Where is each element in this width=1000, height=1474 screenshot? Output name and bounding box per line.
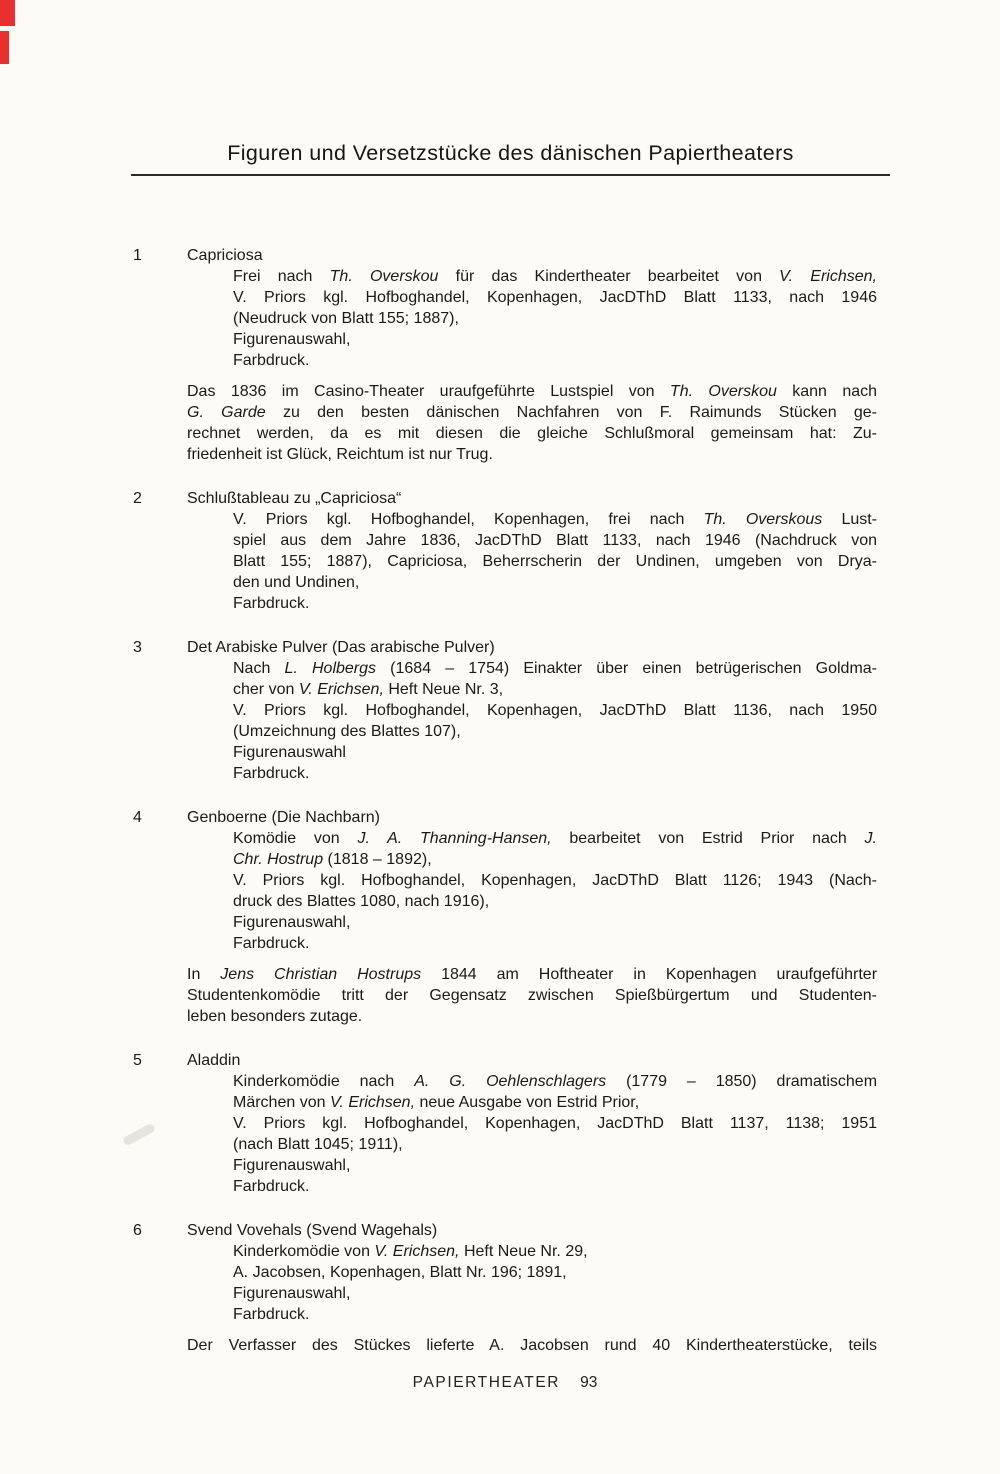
text-run: V. Priors kgl. Hofboghandel, Kopenhagen, JacDThD Blatt 1137, 1138; 1951 <box>233 1115 877 1132</box>
detail-line <box>233 763 877 784</box>
detail-line <box>233 329 877 350</box>
text-run: V. Priors kgl. Hofboghandel, Kopenhagen, JacDThD Blatt 1126; 1943 (Nach- <box>233 872 877 889</box>
text-run: Kinderkomödie von <box>233 1243 375 1260</box>
note-line <box>187 1335 877 1356</box>
entry-heading: Det Arabiske Pulver (Das arabische Pulver) <box>187 639 495 656</box>
detail-line <box>233 350 877 371</box>
text-run: rechnet werden, da es mit diesen die gleiche Schlußmoral gemeinsam hat: Zu- <box>187 425 877 442</box>
entry-number: 3 <box>133 639 142 656</box>
text-run: zu den besten dänischen Nachfahren von F. Raimunds Stücken ge- <box>265 404 877 421</box>
catalog-entry <box>133 488 877 614</box>
entry-details <box>233 509 877 614</box>
text-run: (1818 – 1892), <box>323 851 432 868</box>
detail-line <box>233 1241 877 1262</box>
text-run: Farbdruck. <box>233 1306 310 1323</box>
catalog-entry <box>133 245 877 465</box>
page-footer <box>133 1374 877 1392</box>
entry-heading: Schlußtableau zu „Capriciosa“ <box>187 490 402 507</box>
text-run: Lust- <box>822 511 878 528</box>
text-run: Figurenauswahl, <box>233 1157 351 1174</box>
italic-text: Th. Overskou <box>669 383 777 400</box>
text-run: für das Kindertheater bearbeitet von <box>438 268 780 285</box>
text-run: V. Priors kgl. Hofboghandel, Kopenhagen, frei nach <box>233 511 704 528</box>
italic-text: L. Holbergs <box>284 660 377 677</box>
catalog-entries <box>133 245 877 1379</box>
text-run: Kinderkomödie nach <box>233 1073 415 1090</box>
catalog-entry <box>133 807 877 1027</box>
text-run: Farbdruck. <box>233 935 310 952</box>
detail-line <box>233 912 877 933</box>
detail-line <box>233 700 877 721</box>
entry-heading: Genboerne (Die Nachbarn) <box>187 809 380 826</box>
detail-line <box>233 828 877 849</box>
italic-text: Th. Overskous <box>703 511 823 528</box>
detail-line <box>233 1092 877 1113</box>
scan-artifact-red-mark-bottom <box>0 31 9 64</box>
entry-heading: Capriciosa <box>187 247 263 264</box>
detail-line <box>233 849 877 870</box>
note-line <box>187 402 877 423</box>
text-run: (nach Blatt 1045; 1911), <box>233 1136 403 1153</box>
footer-page-number: 93 <box>580 1374 598 1391</box>
detail-line <box>233 891 877 912</box>
entry-details <box>233 658 877 784</box>
note-line <box>187 423 877 444</box>
detail-line <box>233 679 877 700</box>
detail-line <box>233 1134 877 1155</box>
entry-note <box>187 1335 877 1356</box>
italic-text: V. Erichsen, <box>298 681 384 698</box>
detail-line <box>233 287 877 308</box>
italic-text: J. <box>864 830 877 847</box>
entry-number: 1 <box>133 247 142 264</box>
note-line <box>187 964 877 985</box>
entry-details <box>233 266 877 371</box>
text-run: V. Priors kgl. Hofboghandel, Kopenhagen, JacDThD Blatt 1136, nach 1950 <box>233 702 877 719</box>
text-run: Heft Neue Nr. 3, <box>383 681 504 698</box>
text-run: (Neudruck von Blatt 155; 1887), <box>233 310 459 327</box>
note-line <box>187 985 877 1006</box>
text-run: V. Priors kgl. Hofboghandel, Kopenhagen, JacDThD Blatt 1133, nach 1946 <box>233 289 877 306</box>
text-run: leben besonders zutage. <box>187 1008 363 1025</box>
scan-artifact-red-mark-top <box>0 0 15 26</box>
text-run: den und Undinen, <box>233 574 360 591</box>
text-run: Figurenauswahl, <box>233 914 351 931</box>
detail-line <box>233 530 877 551</box>
entry-number: 5 <box>133 1052 142 1069</box>
italic-text: V. Erichsen, <box>374 1243 460 1260</box>
entry-number: 2 <box>133 490 142 507</box>
detail-line <box>233 933 877 954</box>
detail-line <box>233 1071 877 1092</box>
text-run: Farbdruck. <box>233 1178 310 1195</box>
italic-text: V. Erichsen, <box>329 1094 416 1111</box>
text-run: (1684 – 1754) Einakter über einen betrügerischen Goldma- <box>376 660 877 677</box>
text-run: Figurenauswahl <box>233 744 346 761</box>
text-run: Farbdruck. <box>233 765 310 782</box>
catalog-entry <box>133 1220 877 1356</box>
detail-line <box>233 593 877 614</box>
italic-text: V. Erichsen, <box>779 268 877 285</box>
italic-text: Jens Christian Hostrups <box>220 966 422 983</box>
entry-details <box>233 1241 877 1325</box>
text-run: (Umzeichnung des Blattes 107), <box>233 723 461 740</box>
text-run: Figurenauswahl, <box>233 331 351 348</box>
text-run: Nach <box>233 660 285 677</box>
text-run: bearbeitet von Estrid Prior nach <box>551 830 865 847</box>
entry-note <box>187 964 877 1027</box>
text-run: 1844 am Hoftheater in Kopenhagen uraufgeführter <box>421 966 878 983</box>
italic-text: J. A. Thanning-Hansen, <box>357 830 552 847</box>
detail-line <box>233 721 877 742</box>
entry-number: 4 <box>133 809 142 826</box>
detail-line <box>233 551 877 572</box>
text-run: Frei nach <box>233 268 330 285</box>
text-run: spiel aus dem Jahre 1836, JacDThD Blatt 1133, nach 1946 (Nachdruck von <box>233 532 877 549</box>
detail-line <box>233 308 877 329</box>
text-run: kann nach <box>776 383 878 400</box>
text-run: neue Ausgabe von Estrid Prior, <box>415 1094 640 1111</box>
entry-header-row <box>133 807 877 828</box>
text-run: druck des Blattes 1080, nach 1916), <box>233 893 490 910</box>
entry-heading: Svend Vovehals (Svend Wagehals) <box>187 1222 438 1239</box>
text-run: Blatt 155; 1887), Capriciosa, Beherrscherin der Undinen, umgeben von Drya- <box>233 553 877 570</box>
detail-line <box>233 572 877 593</box>
text-run: Komödie von <box>233 830 358 847</box>
detail-line <box>233 509 877 530</box>
detail-line <box>233 658 877 679</box>
page-title: Figuren und Versetzstücke des dänischen Papiertheaters <box>227 141 794 165</box>
detail-line <box>233 1176 877 1197</box>
entry-note <box>187 381 877 465</box>
text-run: Der Verfasser des Stückes lieferte A. Jacobsen rund 40 Kindertheaterstücke, teils <box>187 1337 877 1354</box>
detail-line <box>233 1304 877 1325</box>
note-line <box>187 381 877 402</box>
text-run: cher von <box>233 681 299 698</box>
footer-running-title: PAPIERTHEATER <box>412 1374 561 1391</box>
entry-header-row <box>133 245 877 266</box>
entry-header-row <box>133 637 877 658</box>
detail-line <box>233 742 877 763</box>
detail-line <box>233 1262 877 1283</box>
entry-header-row <box>133 1220 877 1241</box>
text-run: Farbdruck. <box>233 352 310 369</box>
note-line <box>187 1006 877 1027</box>
detail-line <box>233 870 877 891</box>
text-run: Das 1836 im Casino-Theater uraufgeführte Lustspiel von <box>187 383 670 400</box>
text-run: In <box>187 966 221 983</box>
italic-text: Chr. Hostrup <box>233 851 324 868</box>
text-run: Heft Neue Nr. 29, <box>459 1243 588 1260</box>
entry-heading: Aladdin <box>187 1052 241 1069</box>
entry-details <box>233 1071 877 1197</box>
text-run: A. Jacobsen, Kopenhagen, Blatt Nr. 196; 1891, <box>233 1264 567 1281</box>
text-run: Figurenauswahl, <box>233 1285 351 1302</box>
catalog-entry <box>133 637 877 784</box>
entry-header-row <box>133 1050 877 1071</box>
catalog-entry <box>133 1050 877 1197</box>
entry-details <box>233 828 877 954</box>
text-run: Studentenkomödie tritt der Gegensatz zwischen Spießbürgertum und Studenten- <box>187 987 877 1004</box>
italic-text: A. G. Oehlenschlagers <box>414 1073 607 1090</box>
detail-line <box>233 1155 877 1176</box>
text-run: Farbdruck. <box>233 595 310 612</box>
entry-header-row <box>133 488 877 509</box>
text-run: Märchen von <box>233 1094 330 1111</box>
detail-line <box>233 266 877 287</box>
text-run: friedenheit ist Glück, Reichtum ist nur Trug. <box>187 446 493 463</box>
note-line <box>187 444 877 465</box>
text-run: (1779 – 1850) dramatischem <box>606 1073 878 1090</box>
detail-line <box>233 1113 877 1134</box>
italic-text: Th. Overskou <box>329 268 439 285</box>
entry-number: 6 <box>133 1222 142 1239</box>
page-header <box>131 141 890 176</box>
detail-line <box>233 1283 877 1304</box>
italic-text: G. Garde <box>187 404 266 421</box>
